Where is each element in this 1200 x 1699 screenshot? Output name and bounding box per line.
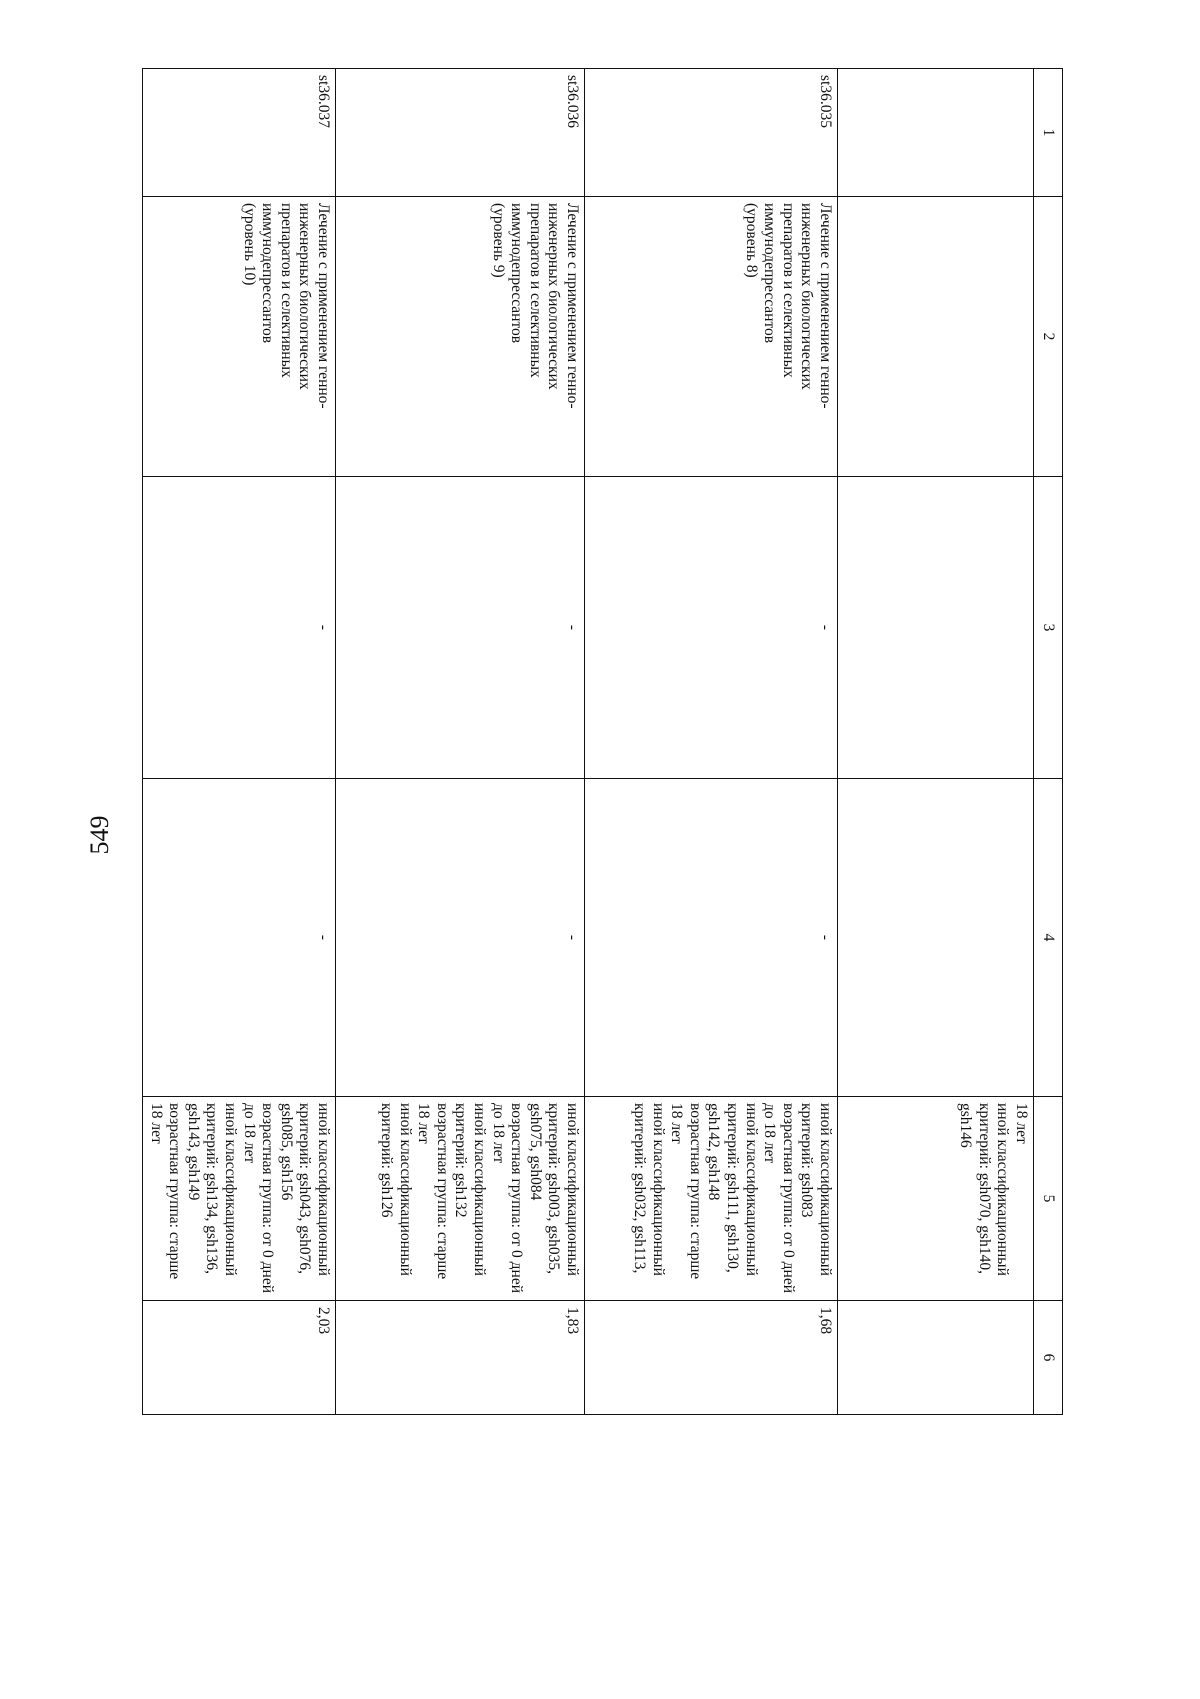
continuation-col-2 [838, 197, 1034, 477]
row-col4: - [585, 779, 838, 1097]
row-code: st36.036 [336, 69, 585, 197]
continuation-col-6 [838, 1301, 1034, 1415]
header-col-3: 3 [1034, 477, 1063, 779]
row-name: Лечение с применением генно- инженерных биологических препаратов и селективных иммунодепрессантов (уровень 9) [336, 197, 585, 477]
continuation-col-3 [838, 477, 1034, 779]
continuation-col-4 [838, 779, 1034, 1097]
tariff-table [142, 68, 1063, 1415]
header-row [1034, 69, 1063, 1415]
row-name: Лечение с применением генно- инженерных биологических препаратов и селективных иммунодепрессантов (уровень 10) [143, 197, 336, 477]
row-col4: - [336, 779, 585, 1097]
page-number: 549 [85, 815, 114, 855]
table-row [336, 69, 585, 1415]
row-code: st36.035 [585, 69, 838, 197]
row-coefficient: 2,03 [143, 1301, 336, 1415]
row-col3: - [143, 477, 336, 779]
row-coefficient: 1,83 [336, 1301, 585, 1415]
row-code: st36.037 [143, 69, 336, 197]
row-name: Лечение с применением генно- инженерных биологических препаратов и селективных иммунодепрессантов (уровень 8) [585, 197, 838, 477]
header-col-5: 5 [1034, 1097, 1063, 1301]
row-criteria: иной классификационный критерий: gsh043, gsh076, gsh085, gsh156 возрастная группа: от 0 дней до 18 лет иной классификационный критерий: gsh134, gsh136, gsh143, gsh149 возрастная группа: старше 18 лет [143, 1097, 336, 1301]
row-col3: - [336, 477, 585, 779]
row-criteria: иной классификационный критерий: gsh083 возрастная группа: от 0 дней до 18 лет иной классификационный критерий: gsh111, gsh130, gsh142, gsh148 возрастная группа: старше 18 лет иной классификационный критерий: gsh032, gsh113, [585, 1097, 838, 1301]
row-coefficient: 1,68 [585, 1301, 838, 1415]
header-col-4: 4 [1034, 779, 1063, 1097]
row-col4: - [143, 779, 336, 1097]
continuation-col-1 [838, 69, 1034, 197]
header-col-1: 1 [1034, 69, 1063, 197]
header-col-6: 6 [1034, 1301, 1063, 1415]
table-row [585, 69, 838, 1415]
continuation-criteria: 18 лет иной классификационный критерий: gsh070, gsh140, gsh146 [838, 1097, 1034, 1301]
row-col3: - [585, 477, 838, 779]
continuation-row [838, 69, 1034, 1415]
table-row [143, 69, 336, 1415]
row-criteria: иной классификационный критерий: gsh003, gsh035, gsh075, gsh084 возрастная группа: от 0 дней до 18 лет иной классификационный критерий: gsh132 возрастная группа: старше 18 лет иной классификационный критерий: gsh126 [336, 1097, 585, 1301]
header-col-2: 2 [1034, 197, 1063, 477]
rotated-table-container [149, 68, 1063, 1414]
